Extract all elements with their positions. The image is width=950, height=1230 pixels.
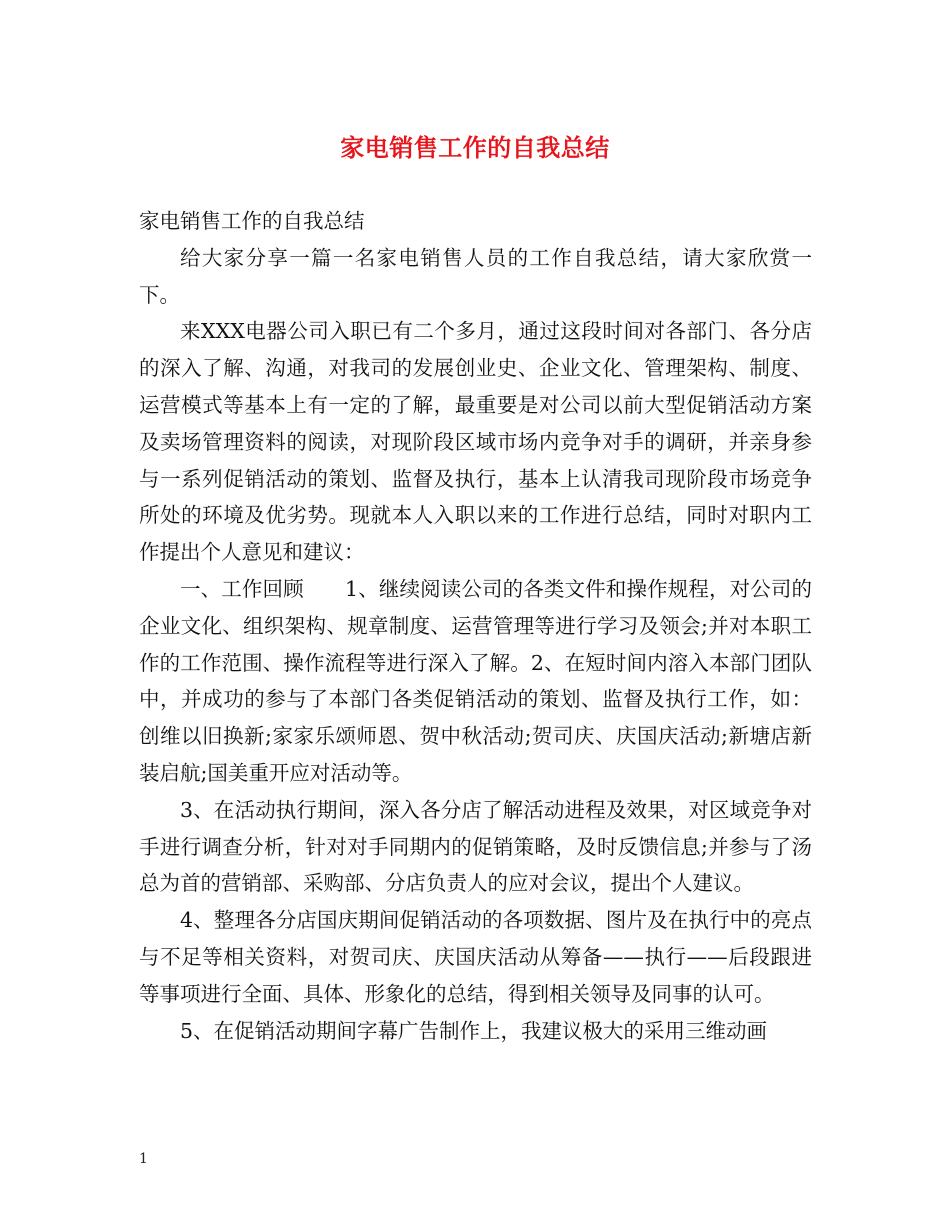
paragraph: 来XXX电器公司入职已有二个多月，通过这段时间对各部门、各分店的深入了解、沟通，对我司的发展创业史、企业文化、管理架构、制度、运营模式等基本上有一定的了解，最重要是对公司以前大型促销活动方案及卖场管理资料的阅读，对现阶段区域市场内竞争对手的调研，并亲身参与一系列促销活动的策划、监督及执行，基本上认清我司现阶段市场竞争所处的环境及优劣势。现就本人入职以来的工作进行总结，同时对职内工作提出个人意见和建议： <box>139 319 812 565</box>
paragraph: 给大家分享一篇一名家电销售人员的工作自我总结，请大家欣赏一下。 <box>139 245 812 307</box>
paragraph: 4、整理各分店国庆期间促销活动的各项数据、图片及在执行中的亮点与不足等相关资料，对贺司庆、庆国庆活动从筹备——执行——后段跟进等事项进行全面、具体、形象化的总结，得到相关领导及同事的认可。 <box>139 908 812 1006</box>
paragraph: 3、在活动执行期间，深入各分店了解活动进程及效果，对区域竞争对手进行调查分析，针对对手同期内的促销策略，及时反馈信息;并参与了汤总为首的营销部、采购部、分店负责人的应对会议，提出个人建议。 <box>139 797 812 896</box>
document-body <box>139 203 812 1049</box>
document-subtitle: 家电销售工作的自我总结 <box>139 209 365 233</box>
document-title: 家电销售工作的自我总结 <box>340 133 610 162</box>
paragraph: 5、在促销活动期间字幕广告制作上，我建议极大的采用三维动画 <box>180 1018 768 1043</box>
page-number: 1 <box>139 1151 148 1167</box>
paragraph: 一、工作回顾 1、继续阅读公司的各类文件和操作规程，对公司的企业文化、组织架构、规章制度、运营管理等进行学习及领会;并对本职工作的工作范围、操作流程等进行深入了解。2、在短时间内溶入本部门团队中，并成功的参与了本部门各类促销活动的策划、监督及执行工作，如：创维以旧换新;家家乐颂师恩、贺中秋活动;贺司庆、庆国庆活动;新塘店新装启航;国美重开应对活动等。 <box>139 576 812 785</box>
